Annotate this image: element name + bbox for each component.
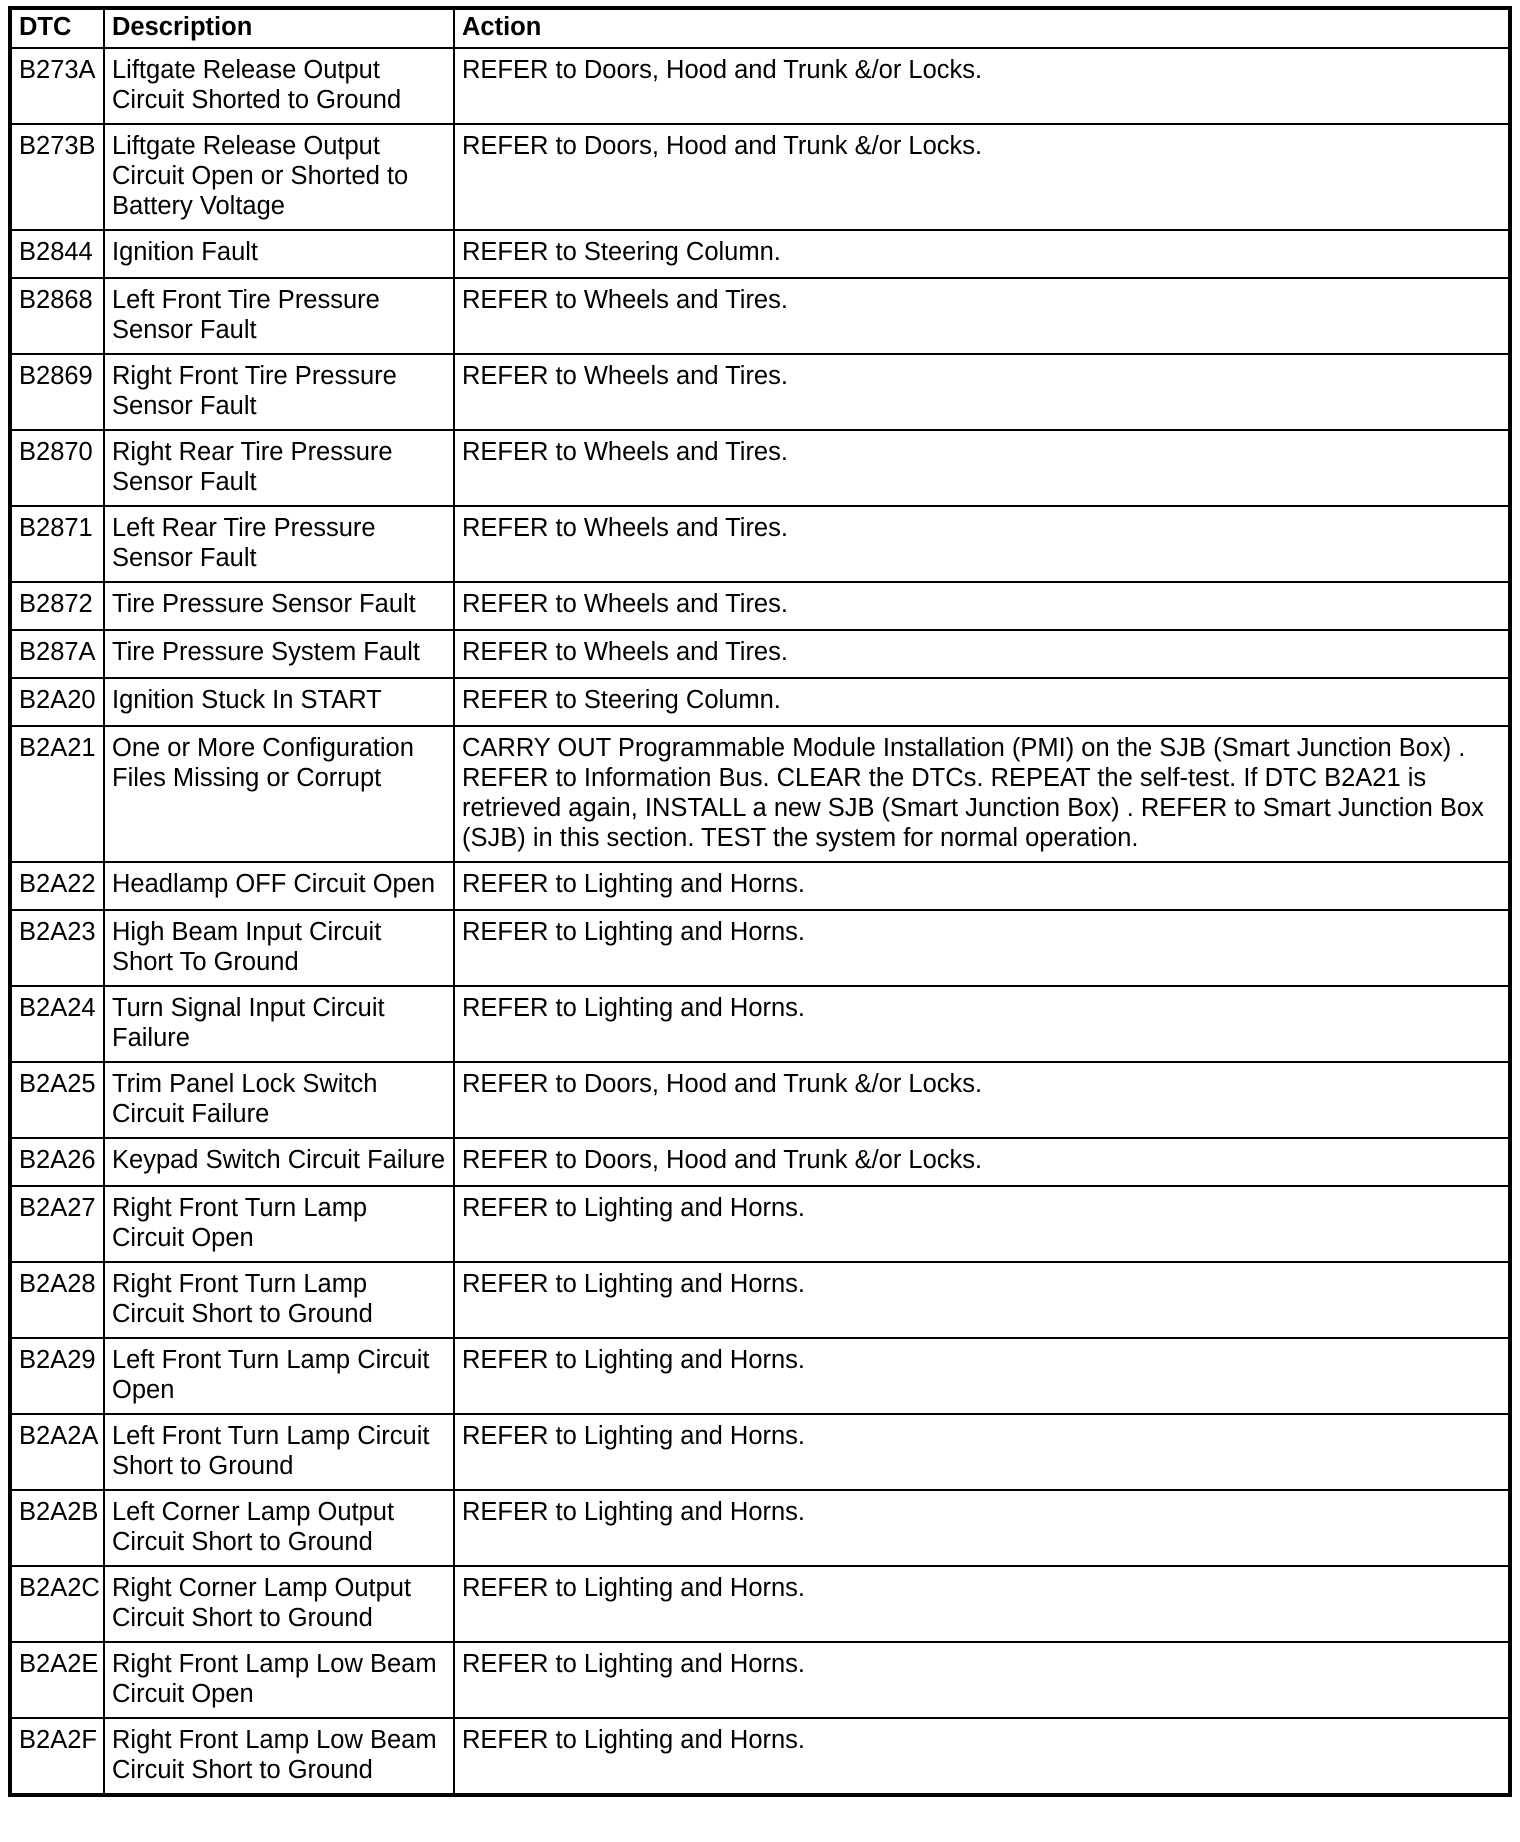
table-row: [10, 1490, 1510, 1566]
dtc-code-cell: B2A29: [10, 1338, 104, 1414]
table-row: [10, 1262, 1510, 1338]
table-body: [10, 48, 1510, 1795]
action-cell: REFER to Lighting and Horns.: [454, 1414, 1510, 1490]
dtc-code-cell: B2A20: [10, 678, 104, 726]
header-action: Action: [454, 8, 1510, 48]
dtc-code-cell: B2870: [10, 430, 104, 506]
table-row: [10, 1338, 1510, 1414]
table-row: [10, 124, 1510, 230]
table-row: [10, 506, 1510, 582]
table-row: [10, 986, 1510, 1062]
dtc-code-cell: B2A2B: [10, 1490, 104, 1566]
description-cell: Right Rear Tire Pressure Sensor Fault: [104, 430, 454, 506]
table-row: [10, 862, 1510, 910]
description-cell: Left Rear Tire Pressure Sensor Fault: [104, 506, 454, 582]
table-row: [10, 678, 1510, 726]
description-cell: Tire Pressure Sensor Fault: [104, 582, 454, 630]
dtc-code-cell: B2A27: [10, 1186, 104, 1262]
description-cell: High Beam Input Circuit Short To Ground: [104, 910, 454, 986]
dtc-code-cell: B2A21: [10, 726, 104, 862]
action-cell: REFER to Lighting and Horns.: [454, 1642, 1510, 1718]
dtc-code-cell: B2872: [10, 582, 104, 630]
table-row: [10, 910, 1510, 986]
description-cell: Turn Signal Input Circuit Failure: [104, 986, 454, 1062]
table-row: [10, 278, 1510, 354]
table-row: [10, 1138, 1510, 1186]
description-cell: Left Front Turn Lamp Circuit Open: [104, 1338, 454, 1414]
table-row: [10, 1414, 1510, 1490]
description-cell: Trim Panel Lock Switch Circuit Failure: [104, 1062, 454, 1138]
action-cell: CARRY OUT Programmable Module Installation (PMI) on the SJB (Smart Junction Box) . REFER to Information Bus. CLEAR the DTCs. REPEAT the self-test. If DTC B2A21 is retrieved again, INSTALL a new SJB (Smart Junction Box) . REFER to Smart Junction Box (SJB) in this section. TEST the system for normal operation.: [454, 726, 1510, 862]
action-cell: REFER to Doors, Hood and Trunk &/or Locks.: [454, 48, 1510, 124]
dtc-code-cell: B2A22: [10, 862, 104, 910]
dtc-code-cell: B273A: [10, 48, 104, 124]
dtc-code-cell: B2844: [10, 230, 104, 278]
dtc-code-cell: B2A24: [10, 986, 104, 1062]
action-cell: REFER to Doors, Hood and Trunk &/or Locks.: [454, 1062, 1510, 1138]
description-cell: Ignition Fault: [104, 230, 454, 278]
dtc-code-cell: B2871: [10, 506, 104, 582]
header-description: Description: [104, 8, 454, 48]
table-header-row: [10, 8, 1510, 48]
dtc-code-cell: B2A2E: [10, 1642, 104, 1718]
description-cell: Right Front Turn Lamp Circuit Short to Ground: [104, 1262, 454, 1338]
action-cell: REFER to Lighting and Horns.: [454, 910, 1510, 986]
table-row: [10, 1062, 1510, 1138]
description-cell: Tire Pressure System Fault: [104, 630, 454, 678]
description-cell: Right Front Turn Lamp Circuit Open: [104, 1186, 454, 1262]
action-cell: REFER to Wheels and Tires.: [454, 430, 1510, 506]
description-cell: Headlamp OFF Circuit Open: [104, 862, 454, 910]
action-cell: REFER to Lighting and Horns.: [454, 1718, 1510, 1795]
action-cell: REFER to Wheels and Tires.: [454, 582, 1510, 630]
action-cell: REFER to Wheels and Tires.: [454, 630, 1510, 678]
dtc-code-cell: B2A2F: [10, 1718, 104, 1795]
action-cell: REFER to Lighting and Horns.: [454, 1186, 1510, 1262]
dtc-table: [8, 6, 1512, 1797]
action-cell: REFER to Doors, Hood and Trunk &/or Locks.: [454, 1138, 1510, 1186]
description-cell: One or More Configuration Files Missing or Corrupt: [104, 726, 454, 862]
table-row: [10, 1186, 1510, 1262]
description-cell: Keypad Switch Circuit Failure: [104, 1138, 454, 1186]
action-cell: REFER to Lighting and Horns.: [454, 862, 1510, 910]
description-cell: Right Front Lamp Low Beam Circuit Short to Ground: [104, 1718, 454, 1795]
dtc-code-cell: B287A: [10, 630, 104, 678]
header-dtc: DTC: [10, 8, 104, 48]
description-cell: Liftgate Release Output Circuit Open or Shorted to Battery Voltage: [104, 124, 454, 230]
table-row: [10, 1566, 1510, 1642]
description-cell: Left Front Turn Lamp Circuit Short to Ground: [104, 1414, 454, 1490]
action-cell: REFER to Steering Column.: [454, 678, 1510, 726]
dtc-code-cell: B2A23: [10, 910, 104, 986]
description-cell: Left Corner Lamp Output Circuit Short to Ground: [104, 1490, 454, 1566]
table-row: [10, 726, 1510, 862]
description-cell: Right Corner Lamp Output Circuit Short to Ground: [104, 1566, 454, 1642]
table-row: [10, 1718, 1510, 1795]
dtc-code-cell: B2A25: [10, 1062, 104, 1138]
action-cell: REFER to Lighting and Horns.: [454, 1566, 1510, 1642]
dtc-code-cell: B2A2A: [10, 1414, 104, 1490]
dtc-code-cell: B273B: [10, 124, 104, 230]
action-cell: REFER to Steering Column.: [454, 230, 1510, 278]
table-row: [10, 582, 1510, 630]
action-cell: REFER to Wheels and Tires.: [454, 278, 1510, 354]
action-cell: REFER to Lighting and Horns.: [454, 1490, 1510, 1566]
table-row: [10, 230, 1510, 278]
action-cell: REFER to Lighting and Horns.: [454, 1262, 1510, 1338]
action-cell: REFER to Doors, Hood and Trunk &/or Locks.: [454, 124, 1510, 230]
table-row: [10, 1642, 1510, 1718]
description-cell: Ignition Stuck In START: [104, 678, 454, 726]
dtc-code-cell: B2868: [10, 278, 104, 354]
description-cell: Right Front Lamp Low Beam Circuit Open: [104, 1642, 454, 1718]
description-cell: Left Front Tire Pressure Sensor Fault: [104, 278, 454, 354]
description-cell: Liftgate Release Output Circuit Shorted to Ground: [104, 48, 454, 124]
action-cell: REFER to Lighting and Horns.: [454, 986, 1510, 1062]
table-row: [10, 48, 1510, 124]
action-cell: REFER to Wheels and Tires.: [454, 354, 1510, 430]
table-row: [10, 630, 1510, 678]
dtc-code-cell: B2A26: [10, 1138, 104, 1186]
table-row: [10, 430, 1510, 506]
action-cell: REFER to Lighting and Horns.: [454, 1338, 1510, 1414]
dtc-code-cell: B2A28: [10, 1262, 104, 1338]
dtc-code-cell: B2A2C: [10, 1566, 104, 1642]
description-cell: Right Front Tire Pressure Sensor Fault: [104, 354, 454, 430]
table-row: [10, 354, 1510, 430]
dtc-code-cell: B2869: [10, 354, 104, 430]
action-cell: REFER to Wheels and Tires.: [454, 506, 1510, 582]
